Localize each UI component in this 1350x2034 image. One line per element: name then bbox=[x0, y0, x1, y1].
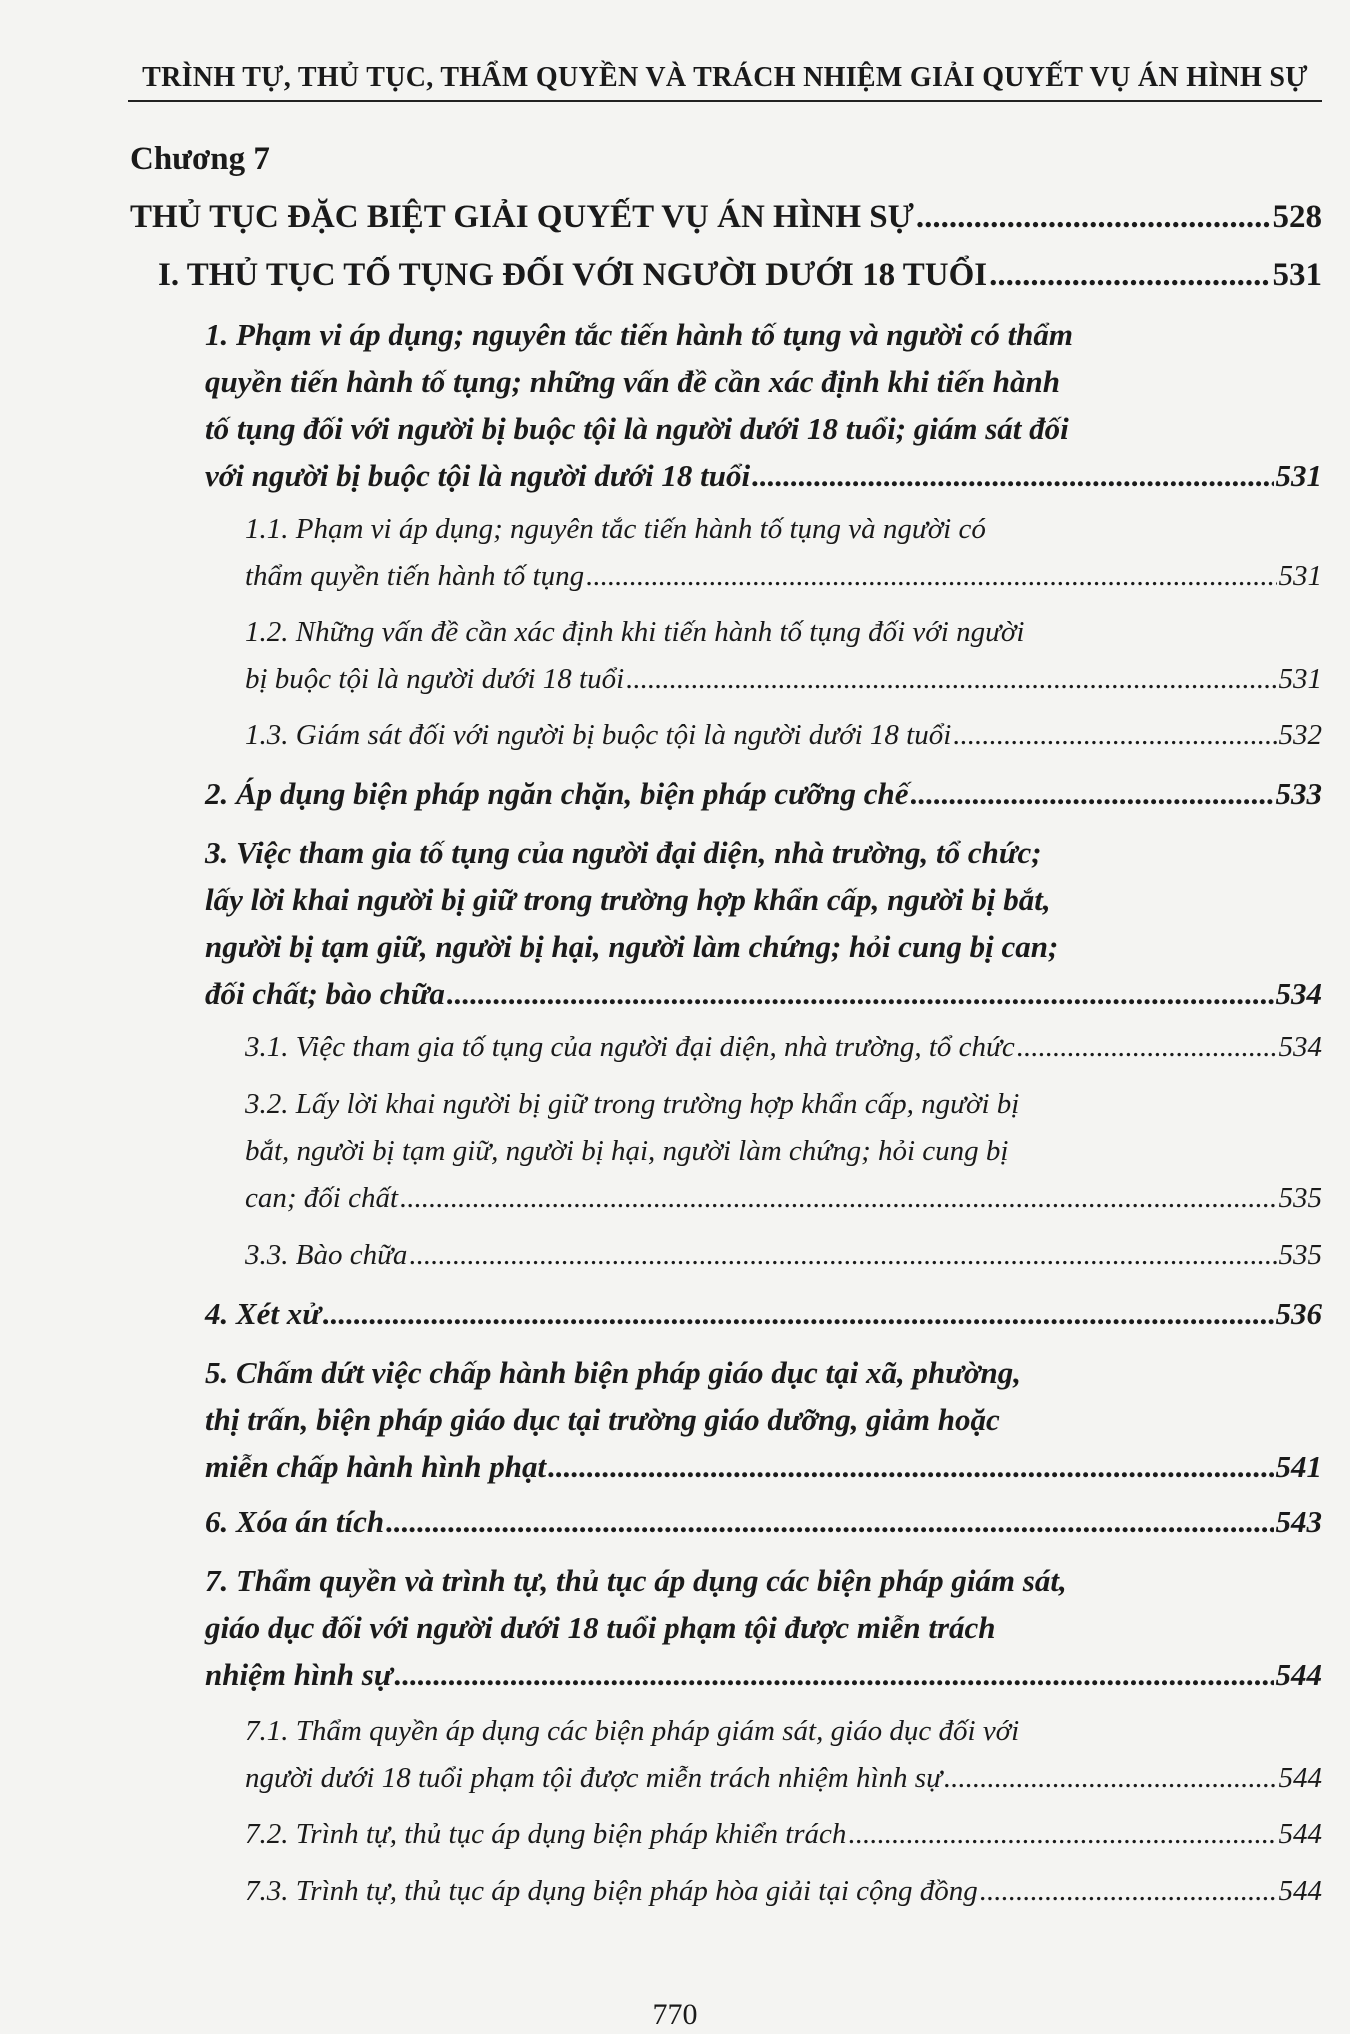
dot-leader bbox=[394, 1651, 1273, 1698]
toc-line-text: với người bị buộc tội là người dưới 18 tuổi bbox=[205, 458, 751, 493]
toc-line bbox=[158, 252, 1322, 299]
toc-entry-1-2 bbox=[245, 609, 1322, 703]
toc-page-number: 531 bbox=[1278, 663, 1322, 695]
dot-leader bbox=[916, 194, 1271, 241]
toc-page-number: 536 bbox=[1275, 1296, 1322, 1331]
toc-line bbox=[245, 1232, 1322, 1279]
toc-page-number: 531 bbox=[1275, 458, 1322, 493]
toc-page-number: 533 bbox=[1275, 776, 1322, 811]
toc-line bbox=[205, 970, 1322, 1017]
toc-entry-1-3 bbox=[245, 712, 1322, 759]
toc-line bbox=[245, 1175, 1322, 1222]
toc-entry-4 bbox=[205, 1290, 1322, 1337]
toc-line: 1.1. Phạm vi áp dụng; nguyên tắc tiến hành tố tụng và người có bbox=[245, 513, 986, 545]
toc-line-text: 7.2. Trình tự, thủ tục áp dụng biện pháp khiển trách bbox=[245, 1818, 847, 1850]
toc-entry-5 bbox=[205, 1349, 1322, 1490]
toc-line: 7. Thẩm quyền và trình tự, thủ tục áp dụng các biện pháp giám sát, bbox=[205, 1563, 1067, 1598]
toc-page-number: 541 bbox=[1275, 1449, 1322, 1484]
toc-line: tố tụng đối với người bị buộc tội là người dưới 18 tuổi; giám sát đối bbox=[205, 411, 1069, 446]
toc-line-text: người dưới 18 tuổi phạm tội được miễn trách nhiệm hình sự bbox=[245, 1762, 942, 1794]
toc-line: bắt, người bị tạm giữ, người bị hại, người làm chứng; hỏi cung bị bbox=[245, 1135, 1009, 1167]
toc-page-number: 531 bbox=[1272, 257, 1322, 293]
toc-line bbox=[205, 452, 1322, 499]
toc-entry-1 bbox=[205, 311, 1322, 499]
toc-page-number: 544 bbox=[1278, 1875, 1322, 1907]
dot-leader bbox=[447, 970, 1274, 1017]
header-rule bbox=[128, 100, 1322, 102]
toc-entry-7-3 bbox=[245, 1868, 1322, 1915]
dot-leader bbox=[323, 1290, 1274, 1337]
toc-line: lấy lời khai người bị giữ trong trường hợp khẩn cấp, người bị bắt, bbox=[205, 882, 1051, 917]
toc-page-number: 532 bbox=[1278, 719, 1322, 751]
toc-line bbox=[245, 1811, 1322, 1858]
toc-line: 1.2. Những vấn đề cần xác định khi tiến hành tố tụng đối với người bbox=[245, 616, 1025, 648]
toc-line-text: thẩm quyền tiến hành tố tụng bbox=[245, 560, 585, 592]
toc-line-text: 3.1. Việc tham gia tố tụng của người đại diện, nhà trường, tổ chức bbox=[245, 1031, 1015, 1063]
toc-line bbox=[205, 1498, 1322, 1545]
toc-line: 1. Phạm vi áp dụng; nguyên tắc tiến hành tố tụng và người có thẩm bbox=[205, 317, 1074, 352]
dot-leader bbox=[409, 1232, 1276, 1279]
toc-page-number: 535 bbox=[1278, 1182, 1322, 1214]
toc-line: quyền tiến hành tố tụng; những vấn đề cần xác định khi tiến hành bbox=[205, 364, 1060, 399]
toc-entry-3 bbox=[205, 829, 1322, 1017]
dot-leader bbox=[386, 1498, 1273, 1545]
toc-line bbox=[245, 553, 1322, 600]
dot-leader bbox=[586, 553, 1276, 600]
toc-page-number: 544 bbox=[1278, 1762, 1322, 1794]
dot-leader bbox=[848, 1811, 1276, 1858]
chapter-label: Chương 7 bbox=[130, 141, 270, 177]
toc-page-number: 535 bbox=[1278, 1239, 1322, 1271]
toc-page-number: 544 bbox=[1278, 1818, 1322, 1850]
toc-line-text: 3.3. Bào chữa bbox=[245, 1239, 408, 1271]
dot-leader bbox=[1017, 1024, 1277, 1071]
toc-line-text: miễn chấp hành hình phạt bbox=[205, 1449, 547, 1484]
toc-line bbox=[245, 656, 1322, 703]
toc-line-text: 6. Xóa án tích bbox=[205, 1504, 385, 1539]
toc-page-number: 534 bbox=[1278, 1031, 1322, 1063]
toc-page-number: 544 bbox=[1275, 1657, 1322, 1692]
toc-page-number: 543 bbox=[1275, 1504, 1322, 1539]
toc-entry-7 bbox=[205, 1557, 1322, 1698]
toc-line-text: THỦ TỤC ĐẶC BIỆT GIẢI QUYẾT VỤ ÁN HÌNH SỰ bbox=[130, 199, 914, 235]
dot-leader bbox=[953, 712, 1276, 759]
toc-line: thị trấn, biện pháp giáo dục tại trường giáo dưỡng, giảm hoặc bbox=[205, 1402, 1000, 1437]
dot-leader bbox=[626, 656, 1276, 703]
running-header: TRÌNH TỰ, THỦ TỤC, THẨM QUYỀN VÀ TRÁCH NHIỆM GIẢI QUYẾT VỤ ÁN HÌNH SỰ bbox=[142, 62, 1308, 93]
toc-line bbox=[130, 194, 1322, 241]
toc-line-text: bị buộc tội là người dưới 18 tuổi bbox=[245, 663, 625, 695]
toc-line bbox=[205, 1290, 1322, 1337]
dot-leader bbox=[400, 1175, 1276, 1222]
page-number: 770 bbox=[652, 1998, 698, 2031]
toc-entry-3-3 bbox=[245, 1232, 1322, 1279]
toc-line-text: I. THỦ TỤC TỐ TỤNG ĐỐI VỚI NGƯỜI DƯỚI 18 TUỔI bbox=[158, 257, 988, 293]
toc-entry-7-2 bbox=[245, 1811, 1322, 1858]
toc-line-text: 2. Áp dụng biện pháp ngăn chặn, biện pháp cưỡng chế bbox=[205, 776, 909, 811]
toc-entry-3-2 bbox=[245, 1081, 1322, 1222]
toc-line bbox=[245, 1868, 1322, 1915]
toc-entry-1-1 bbox=[245, 506, 1322, 600]
toc-line bbox=[245, 1024, 1322, 1071]
toc-line-text: can; đối chất bbox=[245, 1182, 399, 1214]
dot-leader bbox=[752, 452, 1273, 499]
toc-line bbox=[205, 1443, 1322, 1490]
toc-line: 7.1. Thẩm quyền áp dụng các biện pháp giám sát, giáo dục đối với bbox=[245, 1715, 1020, 1747]
toc-line bbox=[245, 1755, 1322, 1802]
toc-line: 3. Việc tham gia tố tụng của người đại diện, nhà trường, tổ chức; bbox=[205, 835, 1042, 870]
toc-entry-7-1 bbox=[245, 1708, 1322, 1802]
toc-entry-section-i bbox=[158, 252, 1322, 299]
toc-entry-3-1 bbox=[245, 1024, 1322, 1071]
toc-line-text: 7.3. Trình tự, thủ tục áp dụng biện pháp hòa giải tại cộng đồng bbox=[245, 1875, 978, 1907]
toc-line-text: 4. Xét xử bbox=[205, 1296, 321, 1331]
toc-entry-6 bbox=[205, 1498, 1322, 1545]
dot-leader bbox=[548, 1443, 1273, 1490]
dot-leader bbox=[989, 252, 1270, 299]
dot-leader bbox=[944, 1755, 1277, 1802]
dot-leader bbox=[980, 1868, 1277, 1915]
toc-line bbox=[245, 712, 1322, 759]
toc-page-number: 531 bbox=[1278, 560, 1322, 592]
toc-page-number: 534 bbox=[1275, 976, 1322, 1011]
toc-line: người bị tạm giữ, người bị hại, người làm chứng; hỏi cung bị can; bbox=[205, 929, 1059, 964]
toc-entry-2 bbox=[205, 770, 1322, 817]
toc-entry-chapter-title bbox=[130, 194, 1322, 241]
toc-line: giáo dục đối với người dưới 18 tuổi phạm tội được miễn trách bbox=[205, 1610, 996, 1645]
toc-page-number: 528 bbox=[1272, 199, 1322, 235]
toc-line bbox=[205, 1651, 1322, 1698]
toc-line: 5. Chấm dứt việc chấp hành biện pháp giáo dục tại xã, phường, bbox=[205, 1355, 1021, 1390]
dot-leader bbox=[911, 770, 1274, 817]
toc-line: 3.2. Lấy lời khai người bị giữ trong trường hợp khẩn cấp, người bị bbox=[245, 1088, 1020, 1120]
toc-line-text: nhiệm hình sự bbox=[205, 1657, 393, 1692]
toc-line bbox=[205, 770, 1322, 817]
toc-line-text: 1.3. Giám sát đối với người bị buộc tội là người dưới 18 tuổi bbox=[245, 719, 952, 751]
toc-line-text: đối chất; bào chữa bbox=[205, 976, 445, 1011]
